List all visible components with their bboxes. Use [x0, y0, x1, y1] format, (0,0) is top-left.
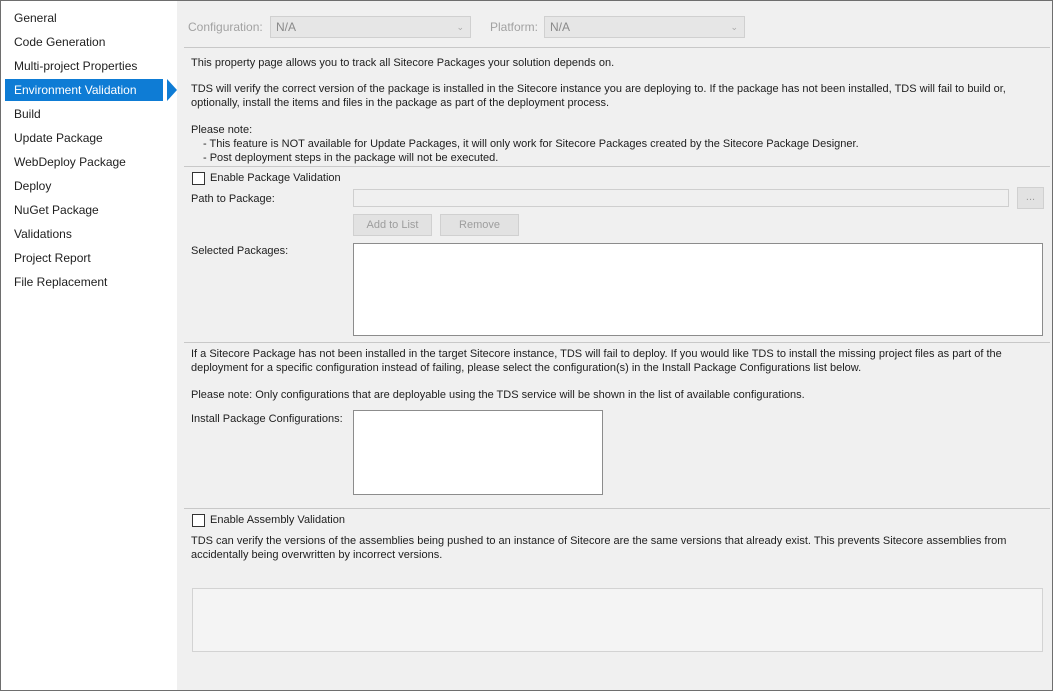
divider	[184, 508, 1050, 509]
assembly-info-text: accidentally being overwritten by incorrect versions.	[191, 549, 443, 561]
configuration-label: Configuration:	[188, 20, 263, 34]
sidebar-item-multi-project-properties[interactable]: Multi-project Properties	[14, 59, 138, 73]
sidebar-item-file-replacement[interactable]: File Replacement	[14, 275, 108, 289]
enable-package-validation-checkbox[interactable]	[192, 172, 205, 185]
sidebar-item-project-report[interactable]: Project Report	[14, 251, 91, 265]
sidebar-item-label: Environment Validation	[14, 83, 137, 97]
chevron-down-icon: ⌄	[730, 22, 738, 32]
intro-text: TDS will verify the correct version of the package is installed in the Sitecore instance you are deploying to. If the package has not been installed, TDS will fail to build or,	[191, 83, 1006, 95]
intro-text: This property page allows you to track all Sitecore Packages your solution depends on.	[191, 57, 615, 69]
note-title: Please note:	[191, 124, 253, 136]
add-to-list-button[interactable]: Add to List	[353, 214, 432, 236]
assembly-validation-panel	[192, 588, 1043, 652]
divider	[184, 342, 1050, 343]
note-text: - Post deployment steps in the package will not be executed.	[203, 152, 499, 164]
sidebar-item-deploy[interactable]: Deploy	[14, 179, 52, 193]
sidebar-item-build[interactable]: Build	[14, 107, 41, 121]
divider	[184, 47, 1050, 48]
configuration-select[interactable]	[270, 16, 471, 38]
install-info-text: deployment for a specific configuration instead of failing, please select the configuration(s) in the Install Package Configurations list below.	[191, 362, 862, 374]
sidebar-item-environment-validation[interactable]	[5, 79, 163, 101]
sidebar	[1, 1, 177, 690]
path-to-package-input[interactable]	[353, 189, 1009, 207]
browse-button[interactable]: ...	[1017, 187, 1044, 209]
divider	[184, 166, 1050, 167]
sidebar-item-webdeploy-package[interactable]: WebDeploy Package	[14, 155, 126, 169]
enable-package-validation-label: Enable Package Validation	[210, 172, 341, 184]
sidebar-item-update-package[interactable]: Update Package	[14, 131, 103, 145]
install-package-configurations-list[interactable]	[353, 410, 603, 495]
sidebar-item-general[interactable]: General	[14, 11, 57, 25]
property-page	[177, 1, 1052, 690]
selected-packages-list[interactable]	[353, 243, 1043, 336]
platform-value: N/A	[550, 20, 571, 34]
sidebar-item-validations[interactable]: Validations	[14, 227, 72, 241]
configuration-value: N/A	[276, 20, 297, 34]
path-to-package-label: Path to Package:	[191, 193, 275, 205]
remove-button[interactable]: Remove	[440, 214, 519, 236]
install-package-configurations-label: Install Package Configurations:	[191, 413, 343, 425]
enable-assembly-validation-checkbox[interactable]	[192, 514, 205, 527]
sidebar-item-nuget-package[interactable]: NuGet Package	[14, 203, 99, 217]
selected-packages-label: Selected Packages:	[191, 245, 289, 257]
assembly-info-text: TDS can verify the versions of the assemblies being pushed to an instance of Sitecore are the same versions that already exist. This prevents Sitecore assemblies from	[191, 535, 1007, 547]
note-text: - This feature is NOT available for Update Packages, it will only work for Sitecore Packages created by the Sitecore Package Designer.	[203, 138, 859, 150]
install-note-text: Please note: Only configurations that are deployable using the TDS service will be shown in the list of available configurations.	[191, 389, 805, 401]
intro-text: optionally, install the items and files in the package as part of the deployment process.	[191, 97, 610, 109]
sidebar-item-code-generation[interactable]: Code Generation	[14, 35, 106, 49]
enable-assembly-validation-label: Enable Assembly Validation	[210, 514, 345, 526]
active-arrow-icon	[167, 79, 177, 101]
chevron-down-icon: ⌄	[456, 22, 464, 32]
install-info-text: If a Sitecore Package has not been installed in the target Sitecore instance, TDS will fail to deploy. If you would like TDS to install the missing project files as part of the	[191, 348, 1002, 360]
platform-label: Platform:	[490, 20, 539, 34]
platform-select[interactable]	[544, 16, 745, 38]
